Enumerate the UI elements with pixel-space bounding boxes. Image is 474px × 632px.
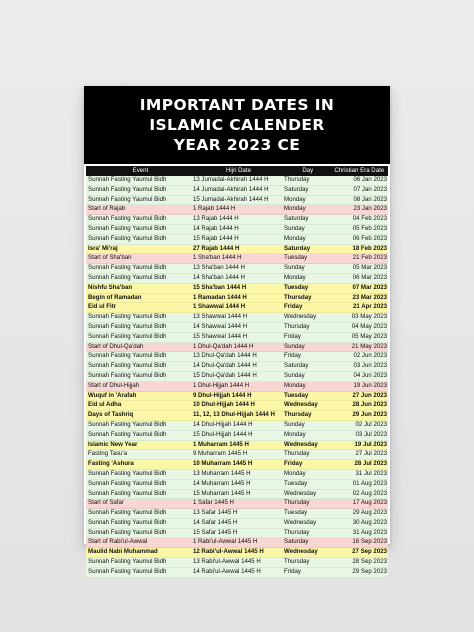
table-row xyxy=(86,480,388,490)
ce-date-cell: 28 Sep 2023 xyxy=(352,558,387,566)
table-row xyxy=(86,519,388,529)
day-cell: Monday xyxy=(284,469,306,477)
table-row xyxy=(86,450,388,460)
ce-date-cell: 02 Aug 2023 xyxy=(352,489,387,497)
ce-date-cell: 19 Jun 2023 xyxy=(353,381,387,389)
hijri-date-cell: 1 Rabi'ul-Awwal 1445 H xyxy=(192,538,258,546)
event-cell: Islamic New Year xyxy=(88,440,138,448)
dates-table xyxy=(86,166,388,578)
day-cell: Thursday xyxy=(284,411,312,419)
ce-date-cell: 18 Feb 2023 xyxy=(352,244,387,252)
table-row xyxy=(86,509,388,519)
ce-date-cell: 28 Jul 2023 xyxy=(354,460,387,468)
day-cell: Friday xyxy=(284,332,301,340)
title-line-1: IMPORTANT DATES IN xyxy=(139,96,335,114)
day-cell: Tuesday xyxy=(284,283,309,291)
table-row xyxy=(86,245,388,255)
table-row xyxy=(86,382,388,392)
event-cell: Eid ul Adha xyxy=(88,401,122,409)
ce-date-cell: 17 Aug 2023 xyxy=(352,499,387,507)
hijri-date-cell: 15 Jumadal-Akhirah 1444 H xyxy=(192,195,269,203)
event-cell: Sunnah Fasting Yaumul Bidh xyxy=(88,264,167,272)
table-row xyxy=(86,499,388,509)
table-row xyxy=(86,558,388,568)
ce-date-cell: 16 Sep 2023 xyxy=(352,538,387,546)
day-cell: Thursday xyxy=(284,293,312,301)
hijri-date-cell: 13 Muharram 1445 H xyxy=(192,469,251,477)
hijri-date-cell: 10 Dhul-Hijjah 1444 H xyxy=(192,401,255,409)
event-cell: Sunnah Fasting Yaumul Bidh xyxy=(88,489,167,497)
ce-date-cell: 06 Feb 2023 xyxy=(352,234,387,242)
event-cell: Sunnah Fasting Yaumul Bidh xyxy=(88,528,167,536)
table-row xyxy=(86,323,388,333)
table-row xyxy=(86,401,388,411)
ce-date-cell: 29 Aug 2023 xyxy=(352,509,387,517)
table-row xyxy=(86,548,388,558)
column-header-hijri: Hijri Date xyxy=(225,167,252,174)
day-cell: Sunday xyxy=(284,224,305,232)
title-line-3: YEAR 2023 CE xyxy=(173,136,301,154)
ce-date-cell: 03 May 2023 xyxy=(351,313,387,321)
day-cell: Thursday xyxy=(284,558,310,566)
event-cell: Begin of Ramadan xyxy=(88,293,142,301)
ce-date-cell: 21 Apr 2023 xyxy=(353,303,387,311)
ce-date-cell: 31 Aug 2023 xyxy=(352,528,387,536)
day-cell: Monday xyxy=(284,430,306,438)
hijri-date-cell: 1 Ramadan 1444 H xyxy=(192,293,247,301)
event-cell: Sunnah Fasting Yaumul Bidh xyxy=(88,371,167,379)
ce-date-cell: 08 Jan 2023 xyxy=(353,195,387,203)
event-cell: Fasting 'Ashura xyxy=(88,460,134,468)
title-line-2: ISLAMIC CALENDER xyxy=(149,116,325,134)
table-row xyxy=(86,196,388,206)
table-header-row xyxy=(86,166,388,176)
hijri-date-cell: 9 Muharram 1445 H xyxy=(192,450,248,458)
day-cell: Saturday xyxy=(284,244,311,252)
event-cell: Days of Tashriq xyxy=(88,411,134,419)
event-cell: Wuquf in 'Arafah xyxy=(88,391,137,399)
day-cell: Friday xyxy=(284,460,303,468)
hijri-date-cell: 14 Jumadal-Akhirah 1444 H xyxy=(192,185,269,193)
event-cell: Sunnah Fasting Yaumul Bidh xyxy=(88,567,167,575)
hijri-date-cell: 14 Rajab 1444 H xyxy=(192,224,239,232)
event-cell: Isra' Mi'raj xyxy=(88,244,118,252)
ce-date-cell: 27 Sep 2023 xyxy=(352,548,387,556)
hijri-date-cell: 15 Shawwal 1444 H xyxy=(192,332,248,340)
day-cell: Wednesday xyxy=(284,440,318,448)
hijri-date-cell: 15 Dhul-Hijjah 1444 H xyxy=(192,430,253,438)
event-cell: Start of Sha'ban xyxy=(88,254,132,262)
event-cell: Sunnah Fasting Yaumul Bidh xyxy=(88,185,167,193)
table-row xyxy=(86,313,388,323)
hijri-date-cell: 12 Rabi'ul-Awwal 1445 H xyxy=(192,548,264,556)
event-cell: Eid ul Fitr xyxy=(88,303,117,311)
day-cell: Saturday xyxy=(284,538,309,546)
day-cell: Wednesday xyxy=(284,313,317,321)
ce-date-cell: 29 Jun 2023 xyxy=(352,411,387,419)
event-cell: Sunnah Fasting Yaumul Bidh xyxy=(88,215,167,223)
ce-date-cell: 05 May 2023 xyxy=(351,332,387,340)
hijri-date-cell: 13 Shawwal 1444 H xyxy=(192,313,248,321)
event-cell: Sunnah Fasting Yaumul Bidh xyxy=(88,176,167,183)
ce-date-cell: 01 Aug 2023 xyxy=(352,479,387,487)
hijri-date-cell: 15 Sha'ban 1444 H xyxy=(192,283,247,291)
day-cell: Friday xyxy=(284,567,301,575)
day-cell: Sunday xyxy=(284,371,305,379)
hijri-date-cell: 10 Muharram 1445 H xyxy=(192,460,253,468)
hijri-date-cell: 1 Rajab 1444 H xyxy=(192,205,236,213)
table-row xyxy=(86,274,388,284)
table-row xyxy=(86,333,388,343)
table-row xyxy=(86,460,388,470)
column-header-day: Day xyxy=(302,167,314,174)
table-row xyxy=(86,568,388,578)
hijri-date-cell: 1 Dhul-Qa'dah 1444 H xyxy=(192,342,254,350)
hijri-date-cell: 9 Dhul-Hijjah 1444 H xyxy=(192,391,252,399)
hijri-date-cell: 27 Rajab 1444 H xyxy=(192,244,240,252)
day-cell: Monday xyxy=(284,195,306,203)
event-cell: Sunnah Fasting Yaumul Bidh xyxy=(88,234,167,242)
hijri-date-cell: 14 Safar 1445 H xyxy=(192,518,238,526)
ce-date-cell: 05 Feb 2023 xyxy=(352,224,387,232)
ce-date-cell: 06 Jan 2023 xyxy=(353,176,387,183)
event-cell: Sunnah Fasting Yaumul Bidh xyxy=(88,332,167,340)
event-cell: Sunnah Fasting Yaumul Bidh xyxy=(88,352,167,360)
ce-date-cell: 07 Jan 2023 xyxy=(353,185,387,193)
ce-date-cell: 03 Jul 2023 xyxy=(355,430,387,438)
day-cell: Tuesday xyxy=(284,254,308,262)
table-row xyxy=(86,186,388,196)
ce-date-cell: 04 May 2023 xyxy=(351,322,387,330)
day-cell: Thursday xyxy=(284,176,310,183)
poster-title xyxy=(84,86,390,164)
ce-date-cell: 04 Feb 2023 xyxy=(352,215,387,223)
hijri-date-cell: 14 Shawwal 1444 H xyxy=(192,322,248,330)
day-cell: Thursday xyxy=(284,450,310,458)
event-cell: Sunnah Fasting Yaumul Bidh xyxy=(88,273,167,281)
event-cell: Sunnah Fasting Yaumul Bidh xyxy=(88,322,167,330)
event-cell: Sunnah Fasting Yaumul Bidh xyxy=(88,509,167,517)
day-cell: Thursday xyxy=(284,499,310,507)
day-cell: Tuesday xyxy=(284,391,309,399)
day-cell: Friday xyxy=(284,352,301,360)
day-cell: Sunday xyxy=(284,420,305,428)
table-row xyxy=(86,352,388,362)
table-row xyxy=(86,441,388,451)
day-cell: Sunday xyxy=(284,264,305,272)
table-row xyxy=(86,529,388,539)
ce-date-cell: 23 Mar 2023 xyxy=(352,293,387,301)
hijri-date-cell: 14 Sha'ban 1444 H xyxy=(192,273,245,281)
table-row xyxy=(86,538,388,548)
ce-date-cell: 02 Jul 2023 xyxy=(355,420,387,428)
ce-date-cell: 05 Mar 2023 xyxy=(352,264,387,272)
day-cell: Friday xyxy=(284,303,303,311)
ce-date-cell: 28 Jun 2023 xyxy=(352,401,387,409)
hijri-date-cell: 13 Dhul-Qa'dah 1444 H xyxy=(192,352,257,360)
event-cell: Sunnah Fasting Yaumul Bidh xyxy=(88,195,167,203)
day-cell: Tuesday xyxy=(284,509,308,517)
day-cell: Monday xyxy=(284,381,306,389)
hijri-date-cell: 14 Dhul-Hijjah 1444 H xyxy=(192,420,253,428)
event-cell: Sunnah Fasting Yaumul Bidh xyxy=(88,430,167,438)
table-row xyxy=(86,264,388,274)
event-cell: Maulid Nabi Muhammad xyxy=(88,548,158,556)
event-cell: Nishfu Sha'ban xyxy=(88,283,133,291)
ce-date-cell: 31 Jul 2023 xyxy=(355,469,387,477)
event-cell: Sunnah Fasting Yaumul Bidh xyxy=(88,313,167,321)
ce-date-cell: 21 Feb 2023 xyxy=(352,254,387,262)
day-cell: Thursday xyxy=(284,322,310,330)
table-row xyxy=(86,235,388,245)
event-cell: Start of Rabi'ul-Awwal xyxy=(88,538,148,546)
event-cell: Sunnah Fasting Yaumul Bidh xyxy=(88,558,167,566)
day-cell: Saturday xyxy=(284,215,309,223)
table-row xyxy=(86,284,388,294)
day-cell: Wednesday xyxy=(284,489,317,497)
event-cell: Start of Rajab xyxy=(88,205,126,213)
hijri-date-cell: 1 Sha'ban 1444 H xyxy=(192,254,242,262)
ce-date-cell: 04 Jun 2023 xyxy=(353,371,387,379)
ce-date-cell: 21 May 2023 xyxy=(351,342,387,350)
table-row xyxy=(86,411,388,421)
ce-date-cell: 30 Aug 2023 xyxy=(352,518,387,526)
event-cell: Sunnah Fasting Yaumul Bidh xyxy=(88,518,167,526)
event-cell: Fasting Tasu'a xyxy=(88,450,127,458)
table-row xyxy=(86,225,388,235)
day-cell: Wednesday xyxy=(284,548,318,556)
event-cell: Start of Dhul-Hijjah xyxy=(88,381,140,389)
table-row xyxy=(86,294,388,304)
event-cell: Start of Safar xyxy=(88,499,124,507)
table-row xyxy=(86,176,388,186)
hijri-date-cell: 14 Rabi'ul-Awwal 1445 H xyxy=(192,567,261,575)
day-cell: Wednesday xyxy=(284,518,317,526)
event-cell: Sunnah Fasting Yaumul Bidh xyxy=(88,224,167,232)
event-cell: Start of Dhul-Qa'dah xyxy=(88,342,144,350)
day-cell: Thursday xyxy=(284,528,310,536)
ce-date-cell: 06 Mar 2023 xyxy=(352,273,387,281)
ce-date-cell: 29 Sep 2023 xyxy=(352,567,387,575)
event-cell: Sunnah Fasting Yaumul Bidh xyxy=(88,420,167,428)
day-cell: Monday xyxy=(284,234,306,242)
hijri-date-cell: 15 Muharram 1445 H xyxy=(192,489,251,497)
day-cell: Saturday xyxy=(284,362,309,370)
hijri-date-cell: 1 Muharram 1445 H xyxy=(192,440,249,448)
event-cell: Sunnah Fasting Yaumul Bidh xyxy=(88,362,167,370)
hijri-date-cell: 15 Safar 1445 H xyxy=(192,528,238,536)
hijri-date-cell: 15 Dhul-Qa'dah 1444 H xyxy=(192,371,257,379)
hijri-date-cell: 13 Rajab 1444 H xyxy=(192,215,239,223)
table-row xyxy=(86,470,388,480)
table-row xyxy=(86,205,388,215)
table-body xyxy=(86,176,388,578)
hijri-date-cell: 14 Muharram 1445 H xyxy=(192,479,251,487)
ce-date-cell: 03 Jun 2023 xyxy=(353,362,387,370)
hijri-date-cell: 13 Safar 1445 H xyxy=(192,509,238,517)
event-cell: Sunnah Fasting Yaumul Bidh xyxy=(88,469,167,477)
ce-date-cell: 19 Jul 2023 xyxy=(354,440,387,448)
ce-date-cell: 27 Jun 2023 xyxy=(352,391,387,399)
table-row xyxy=(86,343,388,353)
ce-date-cell: 27 Jul 2023 xyxy=(355,450,387,458)
hijri-date-cell: 13 Jumadal-Akhirah 1444 H xyxy=(192,176,269,183)
table-row xyxy=(86,421,388,431)
day-cell: Monday xyxy=(284,273,306,281)
ce-date-cell: 07 Mar 2023 xyxy=(352,283,387,291)
day-cell: Wednesday xyxy=(284,401,318,409)
day-cell: Saturday xyxy=(284,185,309,193)
event-cell: Sunnah Fasting Yaumul Bidh xyxy=(88,479,167,487)
table-row xyxy=(86,254,388,264)
hijri-date-cell: 13 Sha'ban 1444 H xyxy=(192,264,245,272)
column-header-ce: Christian Era Date xyxy=(334,167,385,174)
ce-date-cell: 23 Jan 2023 xyxy=(353,205,387,213)
hijri-date-cell: 1 Shawwal 1444 H xyxy=(192,303,246,311)
hijri-date-cell: 13 Rabi'ul-Awwal 1445 H xyxy=(192,558,261,566)
table-row xyxy=(86,431,388,441)
day-cell: Monday xyxy=(284,205,306,213)
poster xyxy=(84,86,390,575)
hijri-date-cell: 1 Safar 1445 H xyxy=(192,499,234,507)
column-header-event: Event xyxy=(132,167,149,174)
hijri-date-cell: 1 Dhul-Hijjah 1444 H xyxy=(192,381,250,389)
table-row xyxy=(86,490,388,500)
hijri-date-cell: 11, 12, 13 Dhul-Hijjah 1444 H xyxy=(192,411,275,419)
table-row xyxy=(86,392,388,402)
hijri-date-cell: 15 Rajab 1444 H xyxy=(192,234,239,242)
hijri-date-cell: 14 Dhul-Qa'dah 1444 H xyxy=(192,362,257,370)
table-row xyxy=(86,215,388,225)
day-cell: Tuesday xyxy=(284,479,308,487)
table-row xyxy=(86,362,388,372)
table-row xyxy=(86,372,388,382)
day-cell: Sunday xyxy=(284,342,305,350)
ce-date-cell: 02 Jun 2023 xyxy=(353,352,387,360)
table-row xyxy=(86,303,388,313)
